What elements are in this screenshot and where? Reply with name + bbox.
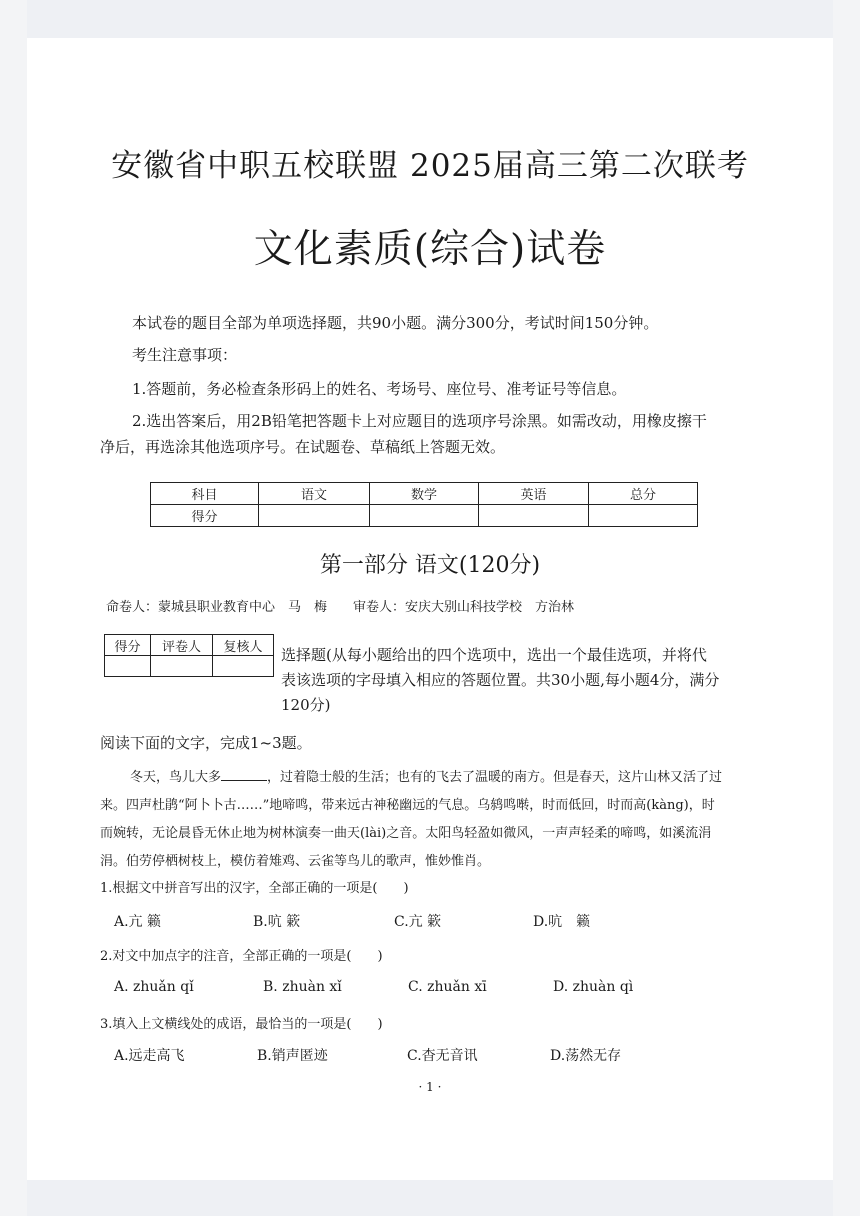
score-table [150,482,698,527]
score-row-label: 得分 [151,505,259,527]
q3-option-c: C.杳无音讯 [407,1048,478,1064]
score-header-subject: 科目 [151,483,259,505]
instructions-line-2: 表该选项的字母填入相应的答题位置。共30小题,每小题4分，满分 [281,671,720,689]
notice-item-2-line2: 净后，再选涂其他选项序号。在试题卷、草稿纸上答题无效。 [100,438,506,456]
exam-title: 安徽省中职五校联盟 2025届高三第二次联考 [111,148,749,184]
q3-option-d: D.荡然无存 [550,1048,622,1064]
grader-table-empty-row [105,656,274,677]
page-number: · 1 · [418,1080,442,1094]
q1-option-c: C.亢 簌 [394,914,442,930]
document-page [27,38,833,1180]
grader-cell-score [105,656,151,677]
fill-in-blank [221,767,267,781]
score-header-english: 英语 [479,483,589,505]
reading-prompt: 阅读下面的文字，完成1~3题。 [100,734,312,752]
score-table-score-row [151,505,698,527]
grader-table-header-row [105,635,274,656]
q2-option-a: A. zhuǎn qǐ [114,979,194,995]
grader-header-checker: 复核人 [213,635,274,656]
grader-header-score: 得分 [105,635,151,656]
intro-text: 本试卷的题目全部为单项选择题，共90小题。满分300分，考试时间150分钟。 [132,314,659,332]
score-cell-chinese [259,505,370,527]
score-header-total: 总分 [589,483,698,505]
section-title: 第一部分 语文(120分) [319,553,541,578]
q2-option-b: B. zhuàn xǐ [263,979,342,995]
q2-option-d: D. zhuàn qì [553,979,634,995]
passage-line-1-start: 冬天，鸟儿大多 [130,770,222,785]
notice-item-2-line1: 2.选出答案后，用2B铅笔把答题卡上对应题目的选项序号涂黑。如需改动，用橡皮擦干 [132,412,707,430]
passage-line-1-end: ，过着隐士般的生活；也有的飞去了温暖的南方。但是春天，这片山林又活了过 [267,770,723,785]
q1-option-b: B.吭 簌 [253,914,301,930]
passage-line-1 [130,766,722,785]
grader-table [104,634,274,677]
score-cell-math [370,505,479,527]
score-table-header-row [151,483,698,505]
bottom-margin-band [27,1180,833,1216]
score-header-chinese: 语文 [259,483,370,505]
passage-line-2: 来。四声杜鹃“阿卜卜古……”地啼鸣，带来远古神秘幽远的气息。乌鸫鸣啭，时而低回，时而高(kàng)，时 [100,798,715,813]
question-1: 1.根据文中拼音写出的汉字，全部正确的一项是( ) [100,881,409,896]
passage-line-3: 而婉转，无论晨昏无休止地为树林演奏一曲天(lài)之音。太阳鸟轻盈如微风，一声声轻柔的啼鸣，如溪流涓 [100,826,712,841]
score-cell-total [589,505,698,527]
grader-cell-reviewer [151,656,213,677]
instructions-line-1: 选择题(从每小题给出的四个选项中，选出一个最佳选项，并将代 [281,646,707,664]
score-header-math: 数学 [370,483,479,505]
top-margin-band [27,0,833,38]
q1-option-d: D.吭 籁 [533,914,591,930]
passage-line-4: 涓。伯劳停栖树枝上，模仿着雉鸡、云雀等鸟儿的歌声，惟妙惟肖。 [100,854,491,869]
q2-option-c: C. zhuǎn xī [408,979,487,995]
instructions-line-3: 120分) [281,696,331,714]
exam-subtitle: 文化素质(综合)试卷 [253,227,607,272]
author-info: 命卷人：蒙城县职业教育中心 马 梅 审卷人：安庆大别山科技学校 方治林 [106,600,575,615]
q3-option-a: A.远走高飞 [114,1048,185,1064]
grader-header-reviewer: 评卷人 [151,635,213,656]
q1-option-a: A.亢 籁 [114,914,162,930]
notice-heading: 考生注意事项： [132,346,238,364]
notice-item-1: 1.答题前，务必检查条形码上的姓名、考场号、座位号、准考证号等信息。 [132,380,627,398]
question-2: 2.对文中加点字的注音，全部正确的一项是( ) [100,949,383,964]
q3-option-b: B.销声匿迹 [257,1048,328,1064]
grader-cell-checker [213,656,274,677]
question-3: 3.填入上文横线处的成语，最恰当的一项是( ) [100,1017,383,1032]
score-cell-english [479,505,589,527]
